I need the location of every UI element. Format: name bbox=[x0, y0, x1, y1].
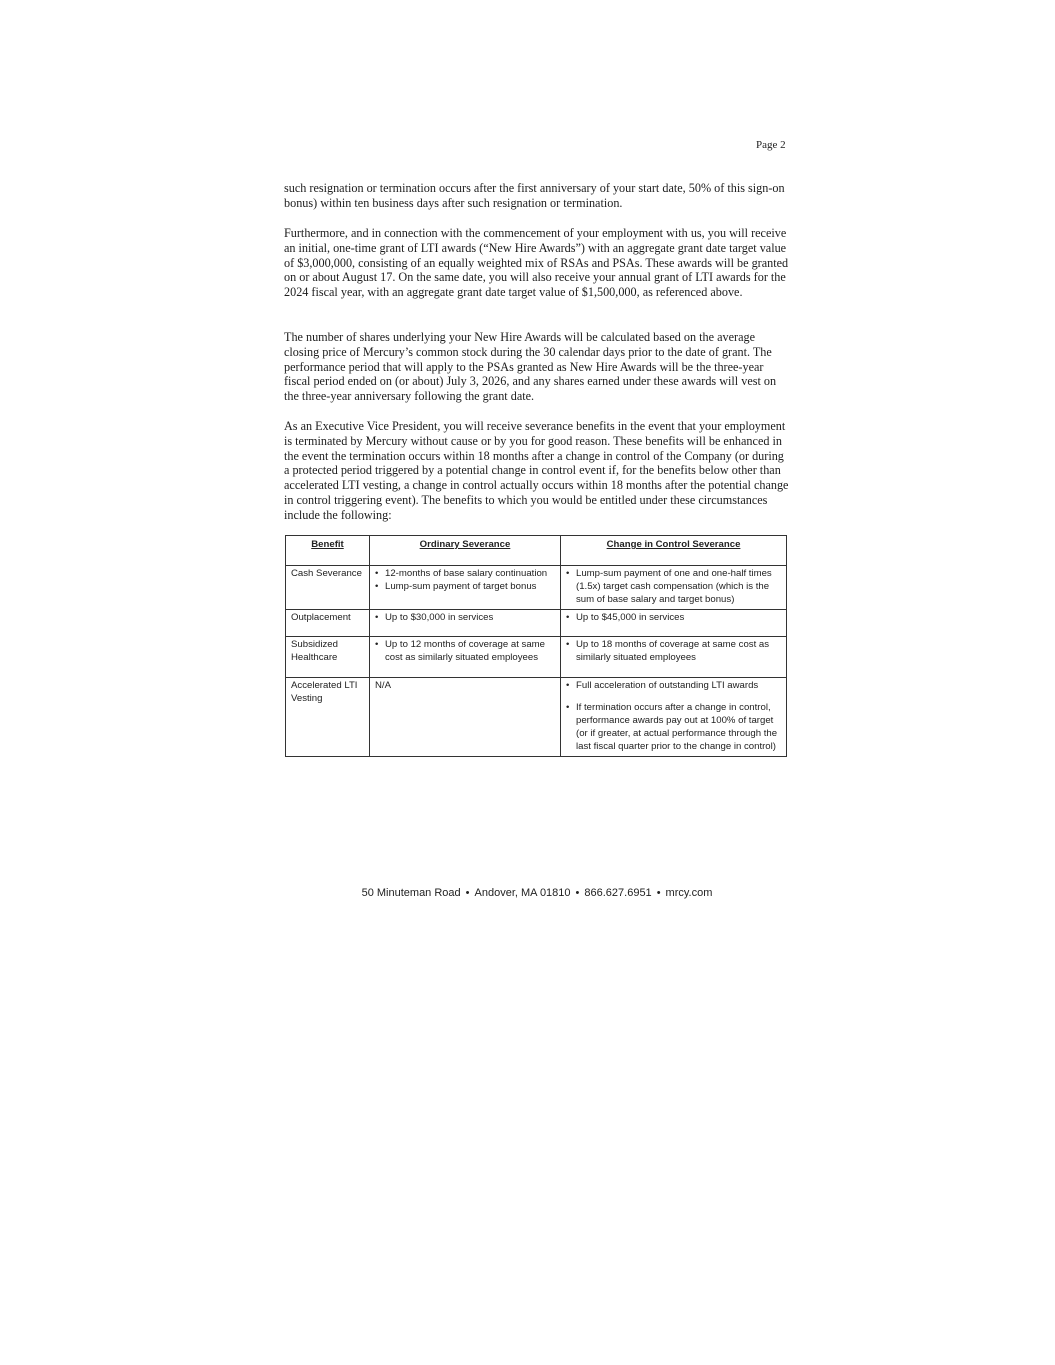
table-row bbox=[286, 637, 787, 678]
footer-separator: • bbox=[575, 887, 580, 899]
benefits-table bbox=[285, 535, 787, 757]
list-item: • Up to 18 months of coverage at same cost as similarly situated employees bbox=[566, 639, 781, 665]
ordinary-cell bbox=[370, 566, 561, 610]
list-item: • Up to $45,000 in services bbox=[566, 612, 781, 625]
benefit-cell: Subsidized Healthcare bbox=[286, 637, 370, 678]
ordinary-cell bbox=[370, 637, 561, 678]
list-item: • Full acceleration of outstanding LTI awards bbox=[566, 680, 781, 693]
table-row bbox=[286, 610, 787, 637]
paragraph-severance-benefits: As an Executive Vice President, you will receive severance benefits in the event that your employment is terminated by Mercury without cause or by you for good reason. These benefits will be enhanced in the event the termination occurs within 18 months after a change in control of the Company (or during a protected period triggered by a potential change in control event if, for the benefits below other than accelerated LTI vesting, a change in control actually occurs within 18 months after the potential change in control triggering event). The benefits to which you would be entitled under these circumstances include the following: bbox=[284, 419, 789, 522]
paragraph-share-calculation: The number of shares underlying your New Hire Awards will be calculated based on the average closing price of Mercury’s common stock during the 30 calendar days prior to the date of grant. The performance period that will apply to the PSAs granted as New Hire Awards will be the three-year fiscal period ended on (or about) July 3, 2026, and any shares earned under these awards will vest on the three-year anniversary following the grant date. bbox=[284, 330, 777, 404]
ordinary-cell bbox=[370, 610, 561, 637]
benefit-cell: Accelerated LTI Vesting bbox=[286, 678, 370, 757]
table-row bbox=[286, 566, 787, 610]
header-ordinary-severance: Ordinary Severance bbox=[370, 536, 561, 566]
footer bbox=[0, 887, 1055, 899]
list-item: • Up to $30,000 in services bbox=[375, 612, 555, 625]
cic-cell bbox=[561, 678, 787, 757]
footer-separator: • bbox=[656, 887, 661, 899]
cic-cell bbox=[561, 566, 787, 610]
ordinary-cell: N/A bbox=[370, 678, 561, 757]
footer-city: Andover, MA 01810 bbox=[474, 887, 571, 899]
list-item: • Lump-sum payment of one and one-half times (1.5x) target cash compensation (which is the sum of base salary and target bonus) bbox=[566, 568, 781, 606]
benefit-cell: Cash Severance bbox=[286, 566, 370, 610]
list-item: • 12-months of base salary continuation bbox=[375, 568, 555, 581]
table-row bbox=[286, 678, 787, 757]
header-change-in-control-severance: Change in Control Severance bbox=[561, 536, 787, 566]
cic-cell bbox=[561, 610, 787, 637]
footer-separator: • bbox=[465, 887, 470, 899]
list-item: • Lump-sum payment of target bonus bbox=[375, 581, 555, 594]
list-item: • Up to 12 months of coverage at same cost as similarly situated employees bbox=[375, 639, 555, 665]
paragraph-sign-on-bonus: such resignation or termination occurs after the first anniversary of your start date, 50% of this sign-on bonus) within ten business days after such resignation or termination. bbox=[284, 181, 785, 210]
header-benefit: Benefit bbox=[286, 536, 370, 566]
footer-phone: 866.627.6951 bbox=[584, 887, 652, 899]
list-item: • If termination occurs after a change in control, performance awards pay out at 100% of target (or if greater, at actual performance through the last fiscal quarter prior to the change in control) bbox=[566, 702, 781, 753]
page-number: Page 2 bbox=[756, 139, 786, 151]
cic-cell bbox=[561, 637, 787, 678]
paragraph-new-hire-awards: Furthermore, and in connection with the commencement of your employment with us, you will receive an initial, one-time grant of LTI awards (“New Hire Awards”) with an aggregate grant date target value of $3,000,000, consisting of an equally weighted mix of RSAs and PSAs. These awards will be granted on or about August 17. On the same date, you will also receive your annual grant of LTI awards for the 2024 fiscal year, with an aggregate grant date target value of $1,500,000, as referenced above. bbox=[284, 226, 789, 300]
table-header-row bbox=[286, 536, 787, 566]
benefit-cell: Outplacement bbox=[286, 610, 370, 637]
footer-address: 50 Minuteman Road bbox=[361, 887, 461, 899]
footer-website: mrcy.com bbox=[665, 887, 713, 899]
